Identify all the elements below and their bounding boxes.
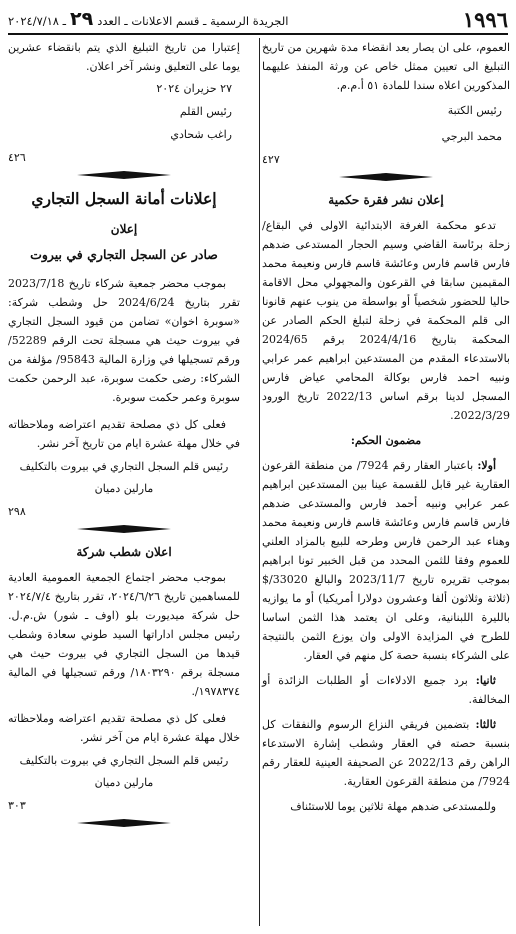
gazette-issue-title xyxy=(8,8,288,30)
verdict-item-3 xyxy=(262,715,510,791)
column-divider xyxy=(259,38,260,926)
item-label: ثالثا: xyxy=(475,718,497,731)
notice-number: ٣٠٣ xyxy=(8,799,26,812)
verdict-item-1 xyxy=(262,456,510,665)
signature-name: محمد البرجي xyxy=(441,130,502,143)
section-separator xyxy=(339,173,433,181)
section-title: إعلانات أمانة السجل التجاري xyxy=(31,189,217,208)
notice-body: بموجب محضر جمعية شركاء تاريخ 2023/7/18 تقرر بتاريخ 2024/6/24 حل وشطب شركة: «سوبرة اخوان» تضامن من قيود السجل التجاري في بيروت حيث هي مسجلة تحت الرقم 52289/ ورقم تسجيلها في وزارة المالية 95843/ مؤلفة من الشركاء: رضى حكمت سوبرة، عبد الرحمن حكمت سوبرة وعمر حكمت سوبرة. xyxy=(8,277,241,404)
notice-body: تدعو محكمة الغرفة الابتدائية الاولى في البقاع/ زحلة برئاسة القاضي وسيم الحجار المستدعى ضدهم فارس قاسم فارس وعائشة قاسم فارس ونعيمة محمد المقيمين سابقا في القرعون والمجهولي محل الاقامة حاليا للحضور شخصياً أو بواسطة من ينوب عنهم قانونا الى قلم المحكمة في زحلة لتبلغ الحكم الصادر عن المحكمة بتاريخ 2024/4/16 برقم 2024/65 بالاستدعاء المقدم من المستدعين ابراهيم عمر عرابي ونبيه احمد فارس بوكالة المحامي عياض فارس المسجل لدينا برقم اساس 2022/13 تاريخ الورود 2022/3/29. xyxy=(262,219,510,422)
left-column xyxy=(8,38,240,837)
verdict-item-2 xyxy=(262,671,510,709)
continued-paragraph: العموم، على ان يصار بعد انقضاء مدة شهرين من تاريخ التبليغ الى تعيين ممثل خاص عن ورثة المنفذ عليهما المذكورين اعلاه سندا للمادة ٥١ أ.م.م. xyxy=(262,41,510,92)
notice-number: ٤٢٧ xyxy=(262,153,280,166)
signature-name: راغب شحادي xyxy=(170,128,232,141)
signature-title: رئيس قلم السجل التجاري في بيروت بالتكليف xyxy=(19,460,229,473)
signature-title: رئيس القلم xyxy=(179,105,232,118)
notice-label: إعلان xyxy=(110,222,138,236)
closing-paragraph: وللمستدعى ضدهم مهلة ثلاثين يوما للاستئناف xyxy=(290,800,496,813)
item-text: بتضمين فريقي النزاع الرسوم والنفقات كل بنسبة حصته في العقار وشطب إشارة الاستدعاء الراهن رقم 2022/13 عن الصحيفة العينية للعقار رقم 7924/ من منطقة القرعون العقارية. xyxy=(262,718,510,788)
notice-title: صادر عن السجل التجاري في بيروت xyxy=(30,247,218,262)
notice-body: بموجب محضر اجتماع الجمعية العمومية العادية للمساهمين تاريخ ٢٠٢٤/٦/٢٦، تقرر بتاريخ ٢٠٢٤/٧/٤ حل شركة ميديورت بلو (اوف ـ شور) ش.م.ل. رئيس مجلس اداراتها السيد طوني سعادة وشطب قيدها من السجل التجاري في بيروت حيث هي مسجلة برقم ١٨٠٣٢٩٠/ ورقم تسجيلها في المالية ١٩٧٨٣٧٤/. xyxy=(8,571,240,698)
item-label: أولا: xyxy=(477,459,497,472)
gazette-title: الجريدة الرسمية ـ قسم الاعلانات ـ العدد xyxy=(97,14,289,28)
signature-name: مارلين دميان xyxy=(94,776,154,789)
item-text: باعتبار العقار رقم 7924/ من منطقة القرعون العقارية غير قابل للقسمة عينا بين المستدعين ابراهيم عمر عرابي ونبيه أحمد فارس والمستدعى ضدهم فارس قاسم فارس وعائشة قاسم فارس ونعيمة محمد وهناء عبد الرحمن فارس وطرحه للبيع بالمزاد العلني للعموم وفقا للثمن المحدد من قبل الخبير تونا ابراهيم بموجب تقريره تاريخ 2023/11/7 والبالغ 33020/$ (ثلاثة وثلاثون ألفا وعشرون دولارا أمريكيا) أو ما يوازيه بالليرة اللبنانية، وعلى ان يعتمد هذا الثمن اساسا للطرح في المزايدة الاولى وان يوزع الثمن بالنتيجة على الشركاء بنسبة حصة كل منهم في العقار. xyxy=(262,459,510,662)
notice-date: ٢٧ حزيران ٢٠٢٤ xyxy=(156,82,232,95)
notice-number: ٤٢٦ xyxy=(8,151,26,164)
notice-title: اعلان شطب شركة xyxy=(76,545,172,559)
signature-title: رئيس قلم السجل التجاري في بيروت بالتكليف xyxy=(19,754,229,767)
notice-number: ٢٩٨ xyxy=(8,505,26,518)
issue-number: ٢٩ xyxy=(70,8,94,30)
page-number: ١٩٩٦ xyxy=(462,7,508,32)
verdict-heading: مضمون الحكم: xyxy=(350,434,422,447)
objection-paragraph: فعلى كل ذي مصلحة تقديم اعتراضه وملاحظاته خلال مهلة عشرة ايام من آخر نشر. xyxy=(8,712,240,744)
section-separator xyxy=(77,171,171,179)
continued-paragraph: إعتبارا من تاريخ التبليغ الذي يتم بانقضاء عشرين يوما على التعليق ونشر آخر اعلان. xyxy=(8,41,240,73)
issue-date: ـ ٢٠٢٤/٧/١٨ xyxy=(8,14,67,28)
page-header xyxy=(8,4,508,35)
right-column xyxy=(262,38,510,816)
section-separator xyxy=(77,819,171,827)
item-label: ثانيا: xyxy=(475,674,496,687)
section-separator xyxy=(77,525,171,533)
notice-title: إعلان نشر فقرة حكمية xyxy=(328,193,444,207)
signature-name: مارلين دميان xyxy=(94,482,154,495)
item-text: برد جميع الادلاءات أو الطلبات الزائدة أو المخالفة. xyxy=(262,674,510,706)
objection-paragraph: فعلى كل ذي مصلحة تقديم اعتراضه وملاحظاته في خلال مهلة عشرة ايام من تاريخ آخر نشر. xyxy=(8,418,240,450)
signature-title: رئيس الكتبة xyxy=(447,104,502,117)
